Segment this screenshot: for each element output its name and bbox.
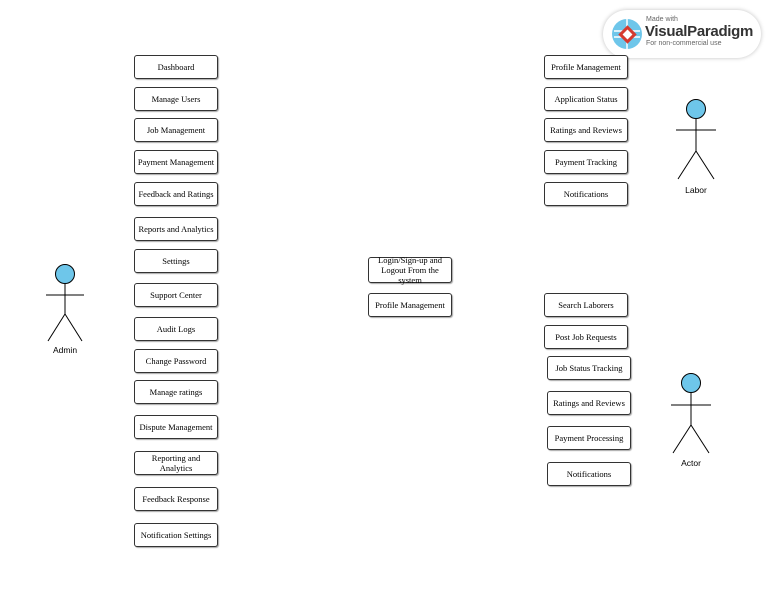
usecase-actor-ratings-reviews[interactable]: Ratings and Reviews: [547, 391, 631, 415]
usecase-admin-dispute-management[interactable]: Dispute Management: [134, 415, 218, 439]
usecase-common-profile-management[interactable]: Profile Management: [368, 293, 452, 317]
usecase-labor-notifications[interactable]: Notifications: [544, 182, 628, 206]
actor-client[interactable]: [670, 373, 712, 455]
usecase-actor-notifications[interactable]: Notifications: [547, 462, 631, 486]
watermark-note: For non-commercial use: [646, 40, 722, 47]
usecase-admin-support-center[interactable]: Support Center: [134, 283, 218, 307]
usecase-admin-feedback-ratings[interactable]: Feedback and Ratings: [134, 182, 218, 206]
usecase-actor-job-status-tracking[interactable]: Job Status Tracking: [547, 356, 631, 380]
usecase-labor-payment-tracking[interactable]: Payment Tracking: [544, 150, 628, 174]
usecase-admin-payment-management[interactable]: Payment Management: [134, 150, 218, 174]
usecase-admin-reporting-analytics[interactable]: Reporting and Analytics: [134, 451, 218, 475]
usecase-admin-manage-ratings[interactable]: Manage ratings: [134, 380, 218, 404]
client-stick-figure-icon: [670, 373, 712, 455]
usecase-admin-audit-logs[interactable]: Audit Logs: [134, 317, 218, 341]
labor-label: Labor: [685, 185, 707, 195]
usecase-admin-manage-users[interactable]: Manage Users: [134, 87, 218, 111]
admin-stick-figure-icon: [45, 264, 85, 344]
watermark-brand: VisualParadigm: [645, 23, 754, 40]
usecase-actor-payment-processing[interactable]: Payment Processing: [547, 426, 631, 450]
usecase-admin-change-password[interactable]: Change Password: [134, 349, 218, 373]
usecase-labor-profile-management[interactable]: Profile Management: [544, 55, 628, 79]
labor-stick-figure-icon: [675, 99, 717, 181]
usecase-actor-post-job-requests[interactable]: Post Job Requests: [544, 325, 628, 349]
actor-admin[interactable]: [45, 264, 85, 344]
watermark-made-with: Made with: [646, 16, 678, 23]
admin-label: Admin: [52, 345, 78, 355]
usecase-admin-feedback-response[interactable]: Feedback Response: [134, 487, 218, 511]
usecase-actor-search-laborers[interactable]: Search Laborers: [544, 293, 628, 317]
visual-paradigm-watermark: [603, 10, 761, 58]
usecase-labor-ratings-reviews[interactable]: Ratings and Reviews: [544, 118, 628, 142]
visual-paradigm-logo-icon: [610, 17, 644, 51]
actor-label: Actor: [681, 458, 701, 468]
usecase-labor-application-status[interactable]: Application Status: [544, 87, 628, 111]
usecase-admin-settings[interactable]: Settings: [134, 249, 218, 273]
usecase-admin-dashboard[interactable]: Dashboard: [134, 55, 218, 79]
actor-labor[interactable]: [675, 99, 717, 181]
usecase-login-signup-logout[interactable]: Login/Sign-up and Logout From the system: [368, 257, 452, 283]
usecase-admin-reports-analytics[interactable]: Reports and Analytics: [134, 217, 218, 241]
usecase-admin-notification-settings[interactable]: Notification Settings: [134, 523, 218, 547]
usecase-admin-job-management[interactable]: Job Management: [134, 118, 218, 142]
